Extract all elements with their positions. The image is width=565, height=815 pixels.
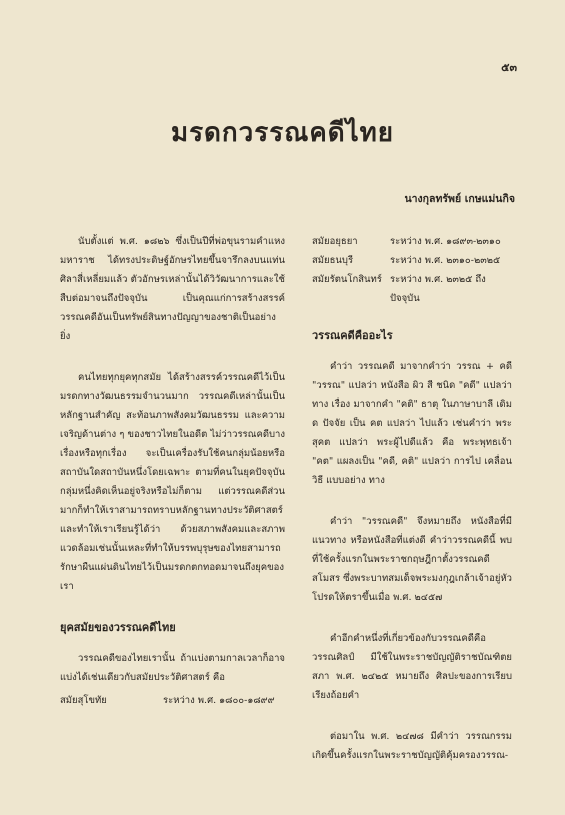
period-range: ระหว่าง พ.ศ. ๒๓๒๕ ถึง	[390, 274, 486, 285]
article-title: มรดกวรรณคดีไทย	[170, 118, 395, 148]
period-row-sukhothai	[60, 691, 285, 710]
right-paragraph-1: คำว่า วรรณคดี มาจากคำว่า วรรณ + คดี "วรรณ" แปลว่า หนังสือ ผิว สี ชนิด "คดี" แปลว่า ทาง เรื่อง มาจากคำ "คติ" ธาตุ ในภาษาบาลี เดิม ด ปัจจัย เป็น คต แปลว่า ไปแล้ว เช่นคำว่า พระสุคต แปลว่า พระผู้ไปดีแล้ว คือ พระพุทธเจ้า "คต" แผลงเป็น "คดี, คติ" แปลว่า การไป เคลื่อน วิธี แบบอย่าง ทาง	[312, 361, 512, 486]
period-row	[312, 251, 512, 270]
period-row	[312, 232, 512, 251]
period-range: ระหว่าง พ.ศ. ๑๘๙๓-๒๓๑๐	[390, 236, 501, 247]
page-number: ๕๓	[501, 61, 517, 74]
period-name: สมัยอยุธยา	[312, 236, 358, 247]
period-range: ระหว่าง พ.ศ. ๑๘๐๐-๑๘๙๙	[163, 695, 275, 706]
section-heading-definition: วรรณคดีคืออะไร	[312, 329, 393, 342]
period-list	[312, 232, 512, 308]
right-paragraph-4: ต่อมาใน พ.ศ. ๒๔๗๘ มีคำว่า วรรณกรรม เกิดขึ้นครั้งแรกในพระราชบัญญัติคุ้มครองวรรณ-	[312, 731, 512, 761]
period-range: ระหว่าง พ.ศ. ๒๓๑๐-๒๓๒๕	[390, 255, 501, 266]
period-name: สมัยสุโขทัย	[60, 695, 107, 706]
left-paragraph-2: คนไทยทุกยุคทุกสมัย ได้สร้างสรรค์วรรณคดีไว้เป็นมรดกทางวัฒนธรรมจำนวนมาก วรรณคดีเหล่านั้นเป็นหลักฐานสำคัญ สะท้อนภาพสังคมวัฒนธรรม และความเจริญด้านต่าง ๆ ของชาวไทยในอดีต ไม่ว่าวรรณคดีบางเรื่องหรือทุกเรื่อง จะเป็นเครื่องรับใช้คนกลุ่มน้อยหรือสถาบันใดสถาบันหนึ่งโดยเฉพาะ ตามที่คนในยุคปัจจุบันกลุ่มหนึ่งคิดเห็นอยู่จริงหรือไม่ก็ตาม แต่วรรณคดีส่วนมากก็ทำให้เราสามารถทราบหลักฐานทางประวัติศาสตร์และทำให้เราเรียนรู้ได้ว่า ด้วยสภาพสังคมและสภาพแวดล้อมเช่นนั้นเหละที่ทำให้บรรพบุรุษของไทยสามารถรักษาผืนแผ่นดินไทยไว้เป็นมรดกตกทอดมาจนถึงยุคของเรา	[60, 372, 285, 592]
left-paragraph-3: วรรณคดีของไทยเรานั้น ถ้าแบ่งตามกาลเวลาก็อาจแบ่งได้เช่นเดียวกับสมัยประวัติศาสตร์ คือ	[60, 653, 285, 683]
left-paragraph-1: นับตั้งแต่ พ.ศ. ๑๘๒๖ ซึ่งเป็นปีที่พ่อขุนรามคำแหงมหาราช ได้ทรงประดิษฐ์อักษรไทยขึ้นจารึกลงบนแท่นศิลาสี่เหลี่ยมแล้ว ตัวอักษรเหล่านั้นได้วิวัฒนาการและใช้สืบต่อมาจนถึงปัจจุบัน เป็นคุณแก่การสร้างสรรค์วรรณคดีอันเป็นทรัพย์สินทางปัญญาของชาติเป็นอย่างยิ่ง	[60, 236, 285, 342]
period-row	[312, 270, 512, 289]
period-name: สมัยธนบุรี	[312, 255, 354, 266]
period-end: ปัจจุบัน	[390, 293, 420, 304]
author-name: นางกุลทรัพย์ เกษแม่นกิจ	[404, 193, 515, 205]
period-name: สมัยรัตนโกสินทร์	[312, 274, 382, 285]
right-paragraph-3: คำอีกคำหนึ่งที่เกี่ยวข้องกับวรรณคดีคือ วรรณศิลป์ มีใช้ในพระราชบัญญัติราชบัณฑิตยสภา พ.ศ. ๒๔๒๕ หมายถึง ศิลปะของการเรียบเรียงถ้อยคำ	[312, 633, 512, 701]
section-heading-periods: ยุคสมัยของวรรณคดีไทย	[60, 621, 176, 634]
right-paragraph-2: คำว่า "วรรณคดี" จึงหมายถึง หนังสือที่มีแนวทาง หรือหนังสือที่แต่งดี คำว่าวรรณคดีนี้ พบที่ใช้ครั้งแรกในพระราชกฤษฎีกาตั้งวรรณคดีสโมสร ซึ่งพระบาทสมเด็จพระมงกุฎเกล้าเจ้าอยู่หัวโปรดให้ตราขึ้นเมื่อ พ.ศ. ๒๔๕๗	[312, 516, 512, 603]
left-column	[60, 232, 285, 710]
right-column	[312, 232, 512, 787]
